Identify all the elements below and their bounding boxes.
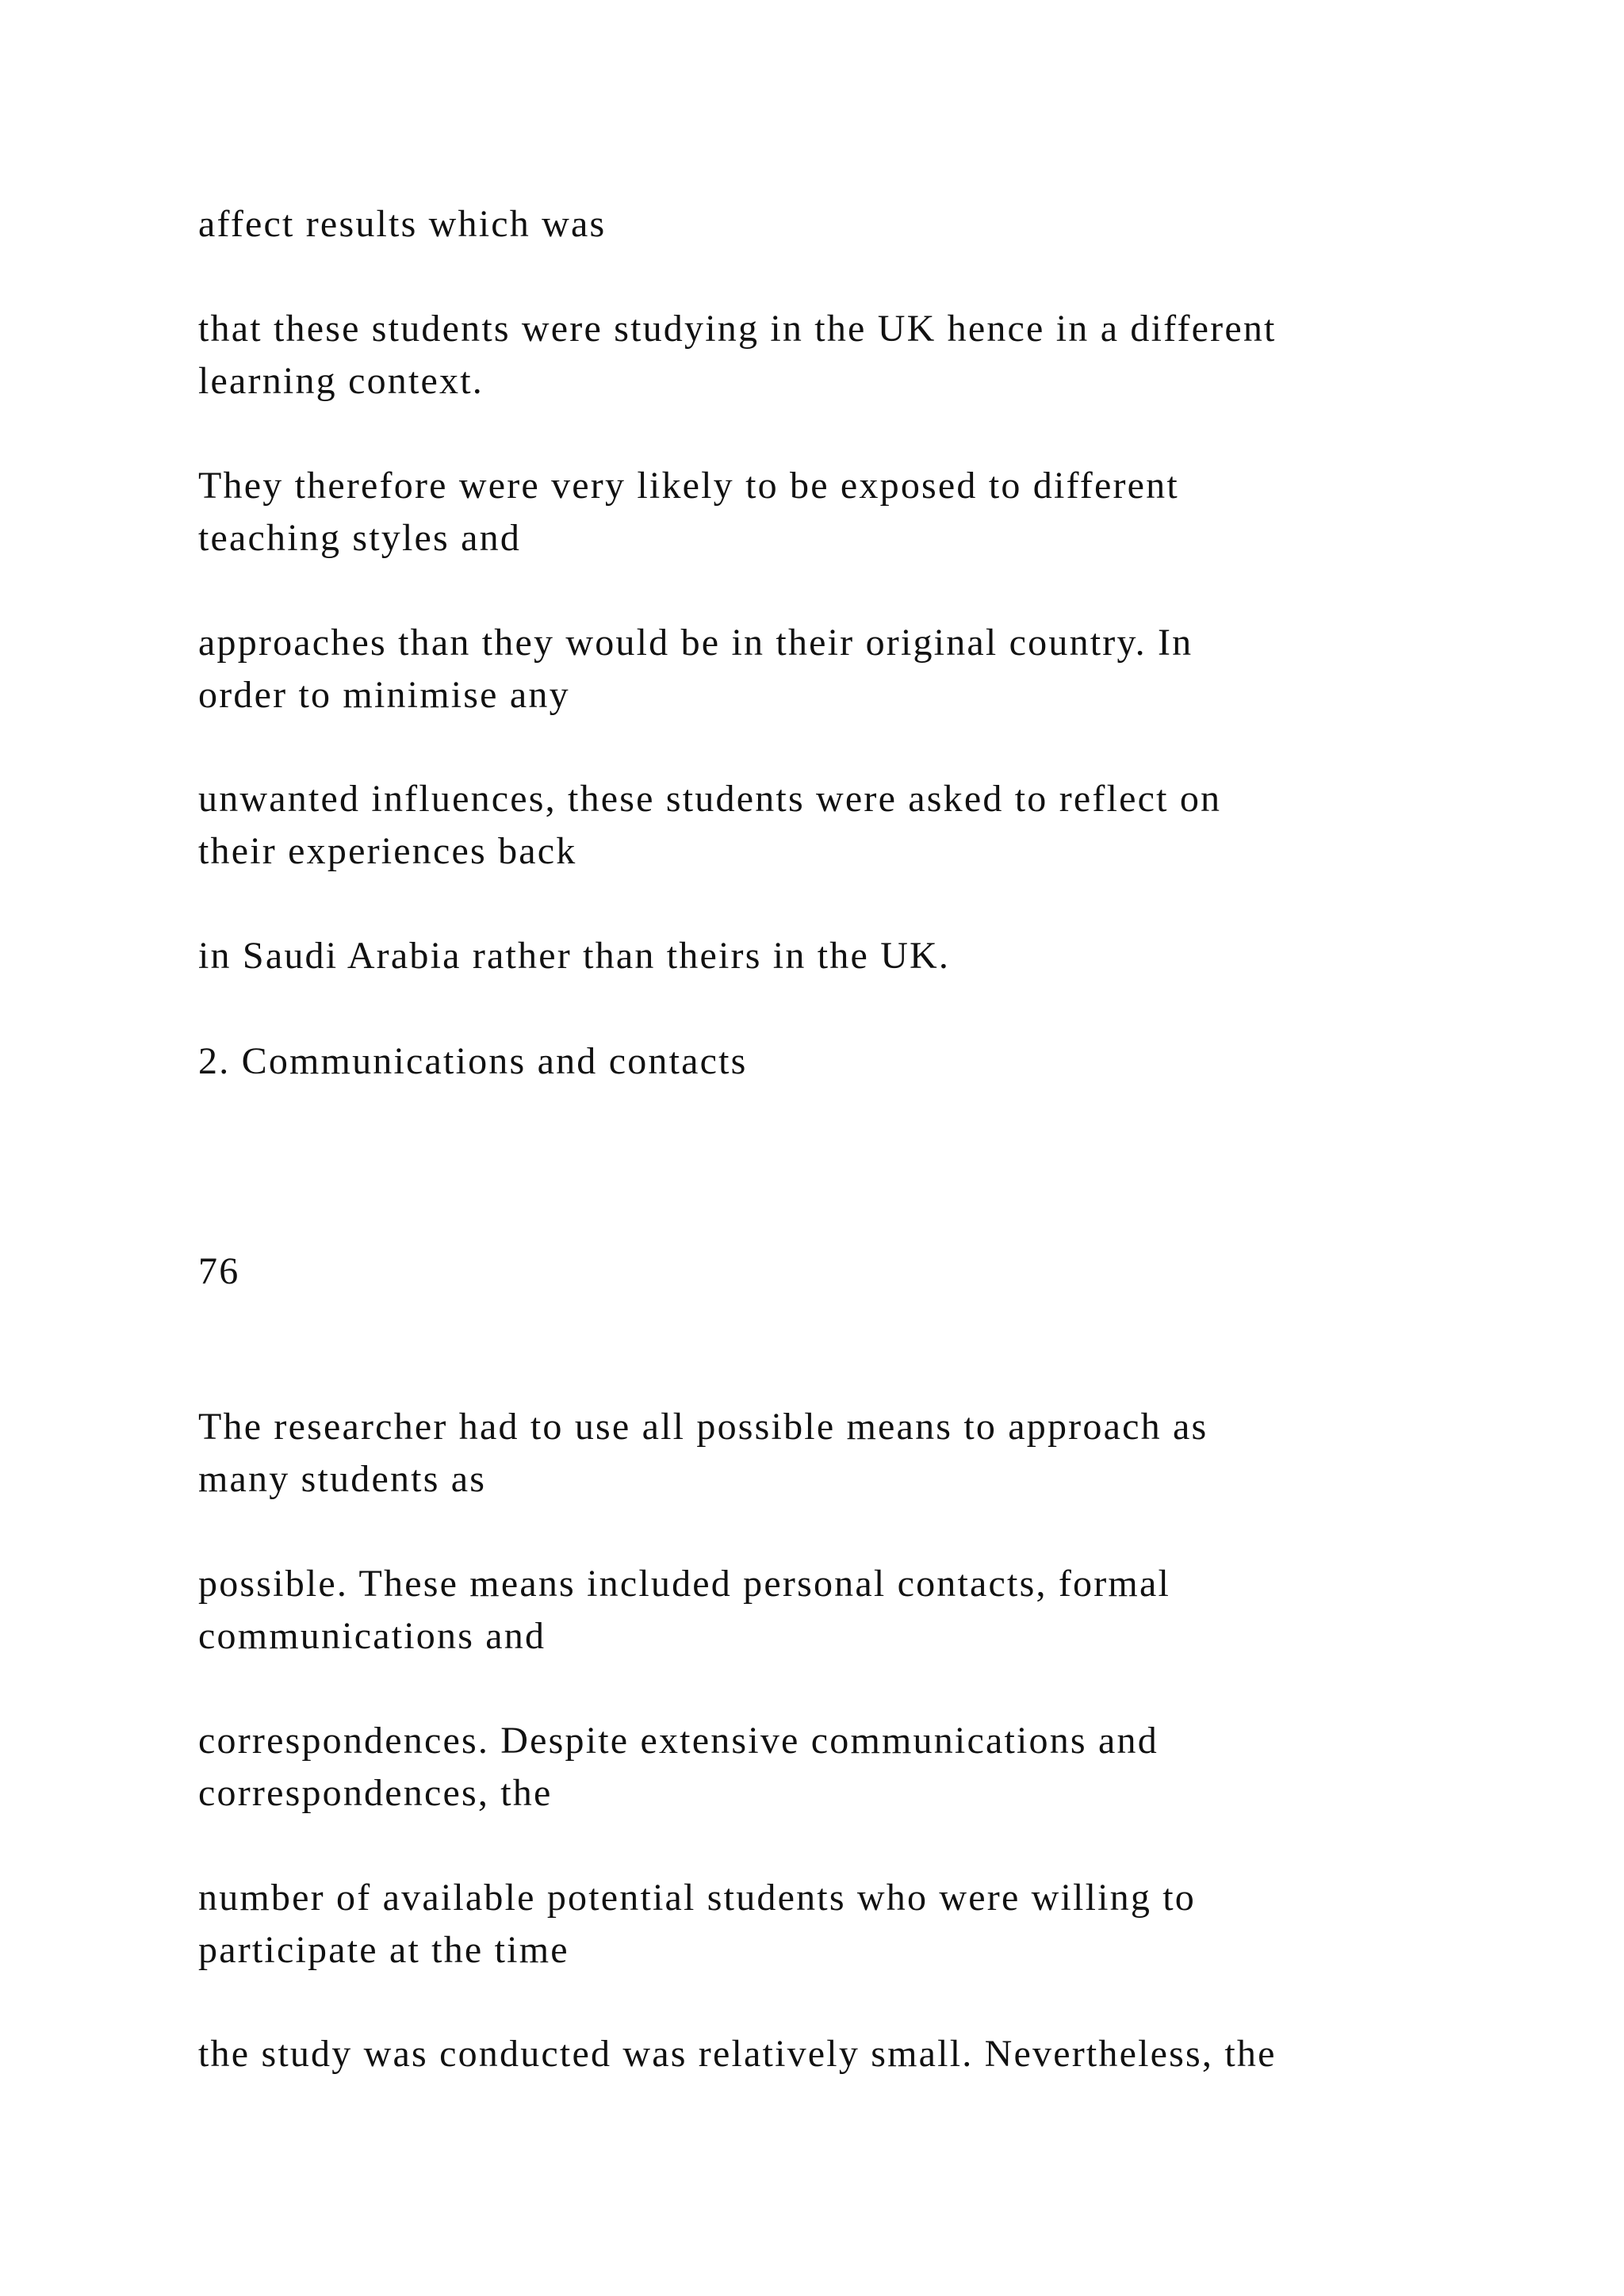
- paragraph: approaches than they would be in their original country. In order to minimise any: [198, 622, 1193, 716]
- paragraph: They therefore were very likely to be exposed to different teaching styles and: [198, 465, 1179, 559]
- section-heading: 2. Communications and contacts: [198, 1040, 748, 1082]
- page-number: 76: [198, 1250, 240, 1292]
- paragraph: The researcher had to use all possible means to approach as many students as: [198, 1406, 1208, 1500]
- paragraph: correspondences. Despite extensive communications and correspondences, the: [198, 1720, 1159, 1814]
- paragraph: number of available potential students who were willing to participate at the time: [198, 1877, 1196, 1971]
- paragraph: in Saudi Arabia rather than theirs in the UK.: [198, 935, 951, 977]
- paragraph: that these students were studying in the UK hence in a different learning context.: [198, 308, 1277, 402]
- paragraph: the study was conducted was relatively small. Nevertheless, the: [198, 2033, 1277, 2075]
- paragraph: unwanted influences, these students were asked to reflect on their experiences back: [198, 778, 1222, 872]
- paragraph: possible. These means included personal contacts, formal communications and: [198, 1563, 1171, 1657]
- paragraph: affect results which was: [198, 203, 607, 245]
